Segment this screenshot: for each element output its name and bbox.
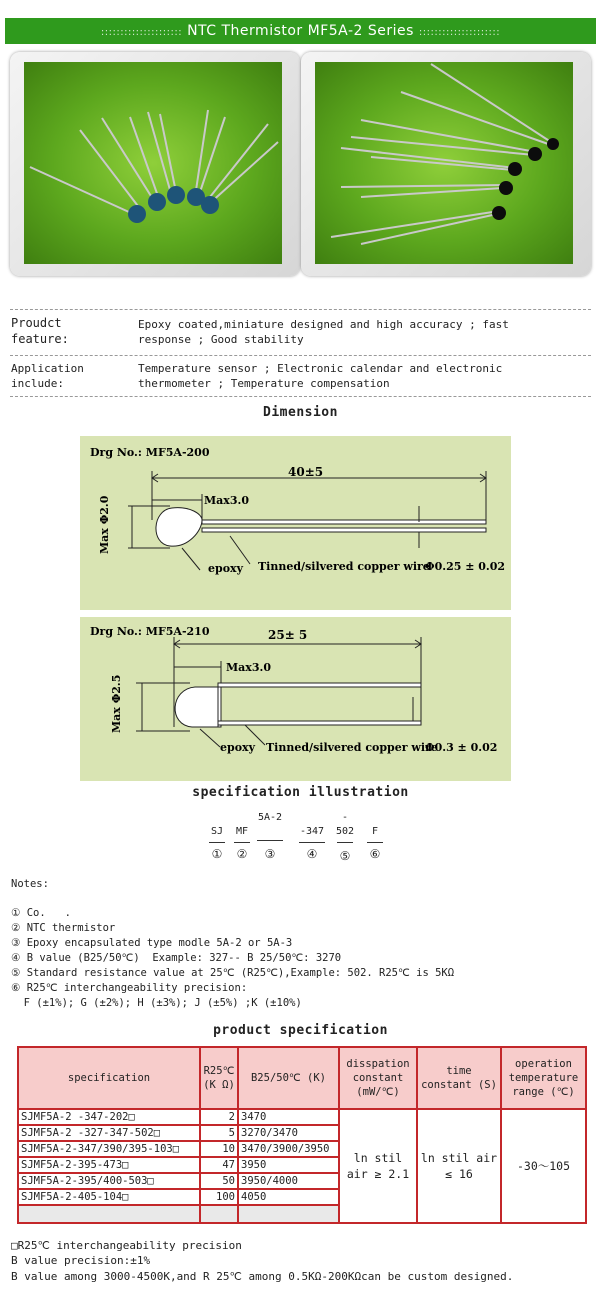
cell-r25: 10 [200,1141,238,1157]
segment-top [231,812,253,824]
segment-top [364,812,386,824]
spec-illustration-heading: specification illustration [192,785,409,800]
segment-underline [257,840,283,841]
application-label-line2: include: [11,377,64,390]
drawing-number: Drg No.: MF5A-210 [90,625,210,638]
drawing-mf5a-200 [80,436,511,610]
segment-number: ⑤ [339,849,351,863]
banner-title: NTC Thermistor MF5A-2 Series [187,23,414,39]
segment-number: ⑥ [369,847,381,861]
divider [10,309,591,310]
cell-r25: 5 [200,1125,238,1141]
product-feature-text [138,317,509,347]
cell-specification: SJMF5A-2 -327-347-502□ [18,1125,200,1141]
product-feature-text-line2: response ; Good stability [138,333,304,346]
header-time-constant: time constant (S) [417,1047,501,1109]
wire-diameter: Φ0.3 ± 0.02 [425,741,498,754]
cell-b-value: 3470/3900/3950 [238,1141,339,1157]
segment-top [296,812,328,824]
cell-r25: 47 [200,1157,238,1173]
length-dimension: 40±5 [288,465,324,479]
header-temperature-range: operation temperature range (℃) [501,1047,586,1109]
cell-b-value: 3950/4000 [238,1173,339,1189]
cell-b-value [238,1205,339,1223]
dimension-heading: Dimension [263,405,338,420]
cell-specification: SJMF5A-2-395-473□ [18,1157,200,1173]
segment-underline [367,842,383,843]
segment-underline [337,842,353,843]
segment-top [206,812,228,824]
footer-precision-note: □R25℃ interchangeability precision [11,1239,242,1252]
cell-specification: SJMF5A-2-347/390/395-103□ [18,1141,200,1157]
cell-r25: 2 [200,1109,238,1125]
banner-dots-right: ::::::::::::::::::::: [418,27,501,38]
part-code-segment [296,812,328,861]
notes-list [11,906,454,1011]
segment-number: ④ [306,847,318,861]
note-line: ③ Epoxy encapsulated type modle 5A-2 or 5A-3 [11,937,293,949]
divider [10,355,591,356]
max-dimension: Max3.0 [204,494,249,507]
cell-b-value: 3950 [238,1157,339,1173]
note-line: ② NTC thermistor [11,922,116,934]
note-line: F (±1%); G (±2%); H (±3%); J (±5%) ;K (±10%) [11,997,302,1009]
segment-number: ③ [264,847,276,861]
cell-dissipation: ln stil air ≥ 2.1 [339,1109,417,1223]
segment-underline [209,842,225,843]
segment-code [254,824,286,838]
header-b-value: B25/50℃ (K) [238,1047,339,1109]
segment-top: - [341,812,349,823]
cell-b-value: 3470 [238,1109,339,1125]
segment-number: ① [211,847,223,861]
table-header-row [18,1047,586,1109]
diameter-dimension: Max Φ2.5 [110,674,123,733]
cell-r25 [200,1205,238,1223]
cell-r25: 100 [200,1189,238,1205]
cell-specification: SJMF5A-2-395/400-503□ [18,1173,200,1189]
diameter-dimension: Max Φ2.0 [98,495,111,554]
footer-b-precision: B value precision:±1% [11,1254,151,1267]
part-code-segment [206,812,228,861]
segment-code: 502 [335,826,355,837]
max-dimension: Max3.0 [226,661,271,674]
epoxy-label: epoxy [208,562,243,575]
notes-title: Notes: [11,878,49,890]
part-code-segment [231,812,253,861]
wire-label: Tinned/silvered copper wire [266,741,438,754]
application-label-line1: Application [11,362,84,375]
cell-b-value: 3270/3470 [238,1125,339,1141]
note-line: ④ B value (B25/50℃) Example: 327-- B 25/50℃: 3270 [11,952,342,964]
segment-number: ② [236,847,248,861]
application-label [11,361,84,391]
drawing-number: Drg No.: MF5A-200 [90,446,210,459]
segment-code: F [371,826,379,837]
product-spec-table [17,1046,587,1224]
segment-code: MF [235,826,249,837]
divider [10,396,591,397]
product-feature-label [11,315,69,347]
header-specification: specification [18,1047,200,1109]
table-row [18,1109,586,1125]
application-text-line2: thermometer ; Temperature compensation [138,377,390,390]
product-feature-label-line2: feature: [11,332,69,346]
product-spec-heading: product specification [213,1023,388,1038]
part-code-segment [334,812,356,863]
cell-temperature-range: -30～105 [501,1109,586,1223]
product-feature-label-line1: Proudct [11,316,62,330]
cell-specification: SJMF5A-2-405-104□ [18,1189,200,1205]
cell-b-value: 4050 [238,1189,339,1205]
segment-top: 5A-2 [257,812,283,823]
note-line: ① Co. . [11,907,71,919]
application-text-line1: Temperature sensor ; Electronic calendar and electronic [138,362,503,375]
banner-dots-left: ::::::::::::::::::::: [100,27,183,38]
note-line: ⑥ R25℃ interchangeability precision: [11,982,248,994]
segment-code: SJ [210,826,224,837]
segment-underline [299,842,325,843]
note-line: ⑤ Standard resistance value at 25℃ (R25℃),Example: 502. R25℃ is 5KΩ [11,967,455,979]
part-code-segment [364,812,386,861]
header-dissipation: disspation constant (mW/℃) [339,1047,417,1109]
product-photo-black [301,52,591,276]
series-title-banner [5,18,596,44]
product-feature-text-line1: Epoxy coated,miniature designed and high accuracy ; fast [138,318,509,331]
length-dimension: 25± 5 [268,628,308,642]
segment-underline [234,842,250,843]
cell-specification: SJMF5A-2 -347-202□ [18,1109,200,1125]
cell-r25: 50 [200,1173,238,1189]
segment-code: -347 [299,826,325,837]
cell-specification [18,1205,200,1223]
cell-time-constant: ln stil air ≤ 16 [417,1109,501,1223]
product-photo-blue [10,52,300,276]
epoxy-label: epoxy [220,741,255,754]
header-r25: R25℃ (K Ω) [200,1047,238,1109]
wire-diameter: Φ0.25 ± 0.02 [425,560,506,573]
footer-custom-note: B value among 3000-4500K,and R 25℃ among 0.5KΩ-200KΩcan be custom designed. [11,1270,514,1283]
application-text [138,361,502,391]
wire-label: Tinned/silvered copper wire [258,560,430,573]
drawing-mf5a-210 [80,617,511,781]
part-code-segment [254,812,286,861]
